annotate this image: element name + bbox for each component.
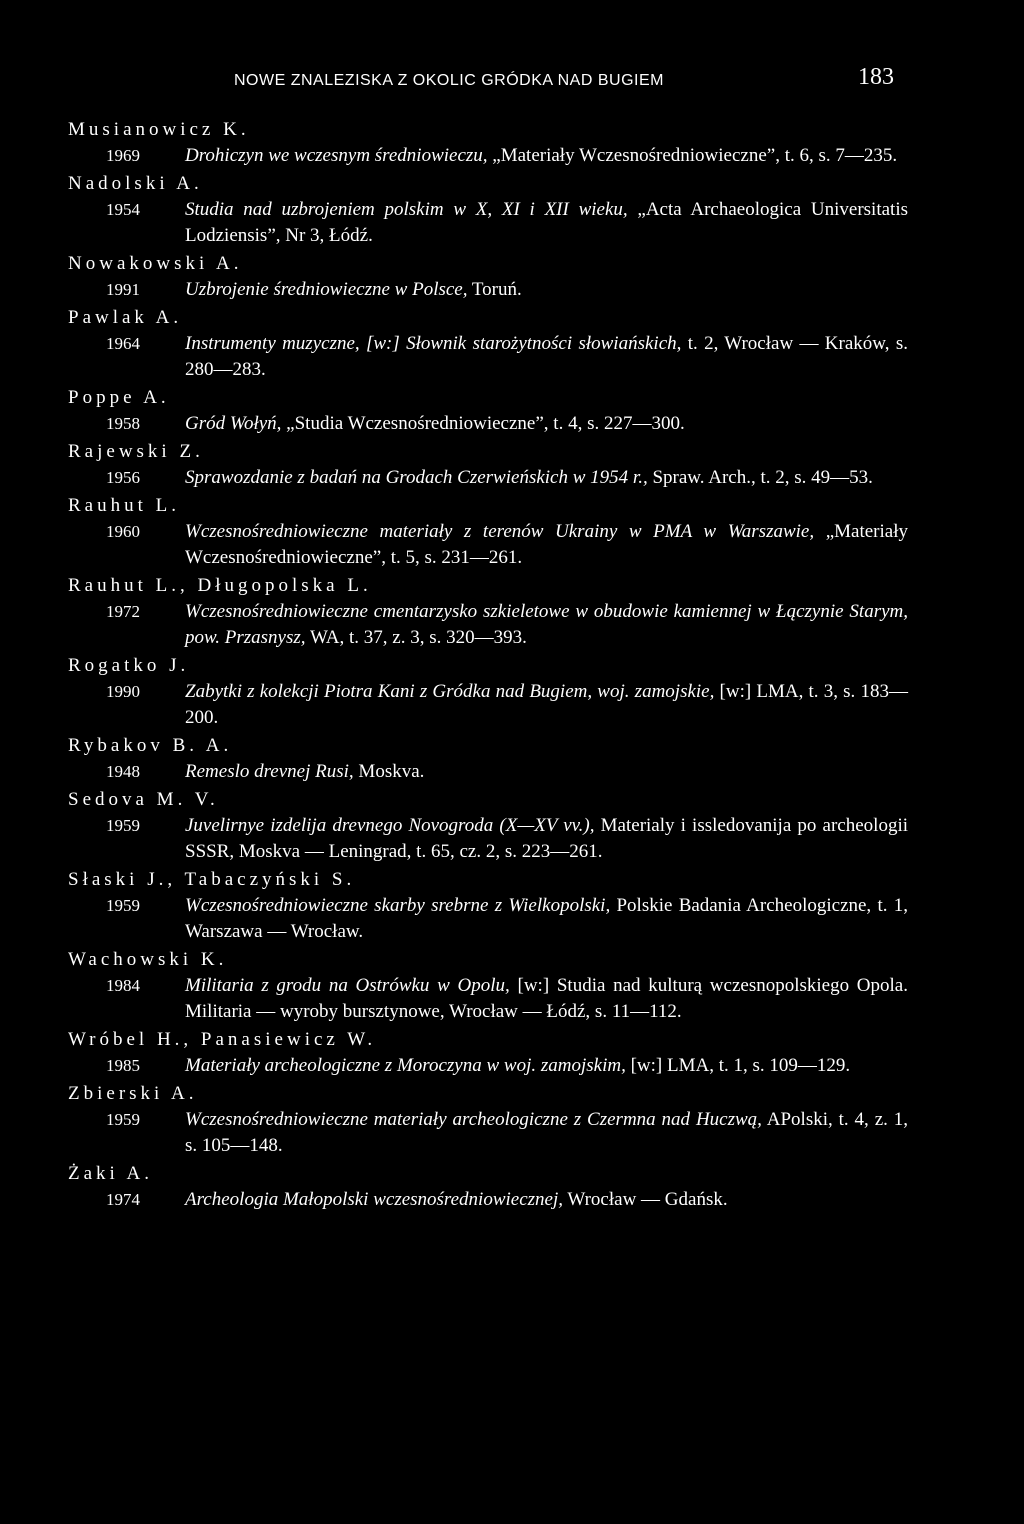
entry-reference: [185, 197, 908, 249]
entry-title: Wczesnośredniowieczne materiały archeologiczne z Czermna nad Huczwą,: [185, 1109, 762, 1130]
bibliography-entry: [68, 305, 908, 383]
entry-reference: [185, 973, 908, 1025]
bibliography-entry: [68, 171, 908, 249]
entry-year: 1956: [106, 468, 140, 487]
entry-year: 1985: [106, 1056, 140, 1075]
entry-author: Nowakowski A.: [68, 253, 243, 274]
entry-year: 1972: [106, 602, 140, 621]
page-number: 183: [858, 64, 894, 90]
entry-title: Zabytki z kolekcji Piotra Kani z Gródka nad Bugiem, woj. zamojskie,: [185, 681, 715, 702]
entry-title: Uzbrojenie średniowieczne w Polsce,: [185, 279, 468, 300]
entry-year: 1958: [106, 414, 140, 433]
bibliography-entry: [68, 733, 908, 785]
entry-details: Spraw. Arch., t. 2, s. 49—53.: [647, 467, 873, 488]
bibliography-entry: [68, 947, 908, 1025]
entry-title: Materiały archeologiczne z Moroczyna w woj. zamojskim,: [185, 1055, 626, 1076]
entry-author: Sedova M. V.: [68, 789, 219, 810]
entry-reference: [185, 143, 908, 169]
entry-details: Wrocław — Gdańsk.: [563, 1189, 728, 1210]
entry-title: Archeologia Małopolski wczesnośredniowiecznej,: [185, 1189, 564, 1210]
entry-details: t. 2, Wrocław — Kraków, s. 280—283.: [185, 333, 908, 380]
bibliography-entry: [68, 867, 908, 945]
entry-title: Remeslo drevnej Rusi,: [185, 761, 354, 782]
entry-author: Zbierski A.: [68, 1083, 198, 1104]
entry-reference: [185, 331, 908, 383]
entry-title: Gród Wołyń,: [185, 413, 282, 434]
bibliography-entry: [68, 787, 908, 865]
bibliography-entry: [68, 439, 908, 491]
entry-year: 1948: [106, 762, 140, 781]
entry-year: 1959: [106, 1110, 140, 1129]
entry-author: Musianowicz K.: [68, 119, 250, 140]
entry-details: [w:] Studia nad kulturą wczesnopolskiego Opola. Militaria — wyroby bursztynowe, Wrocław — Łódź, s. 11—112.: [185, 975, 908, 1022]
entry-year: 1954: [106, 200, 140, 219]
entry-title: Juvelirnye izdelija drevnego Novogroda (X—XV vv.),: [185, 815, 595, 836]
entry-author: Słaski J., Tabaczyński S.: [68, 869, 356, 890]
entry-year: 1990: [106, 682, 140, 701]
entry-details: „Materiały Wczesnośredniowieczne”, t. 5, s. 231—261.: [185, 521, 908, 568]
entry-year: 1960: [106, 522, 140, 541]
entry-details: [w:] LMA, t. 1, s. 109—129.: [625, 1055, 851, 1076]
entry-author: Wachowski K.: [68, 949, 228, 970]
bibliography-entry: [68, 1081, 908, 1159]
entry-year: 1969: [106, 146, 140, 165]
bibliography-entry: [68, 251, 908, 303]
entry-year: 1959: [106, 816, 140, 835]
bibliography-entry: [68, 493, 908, 571]
entry-year: 1959: [106, 896, 140, 915]
entry-author: Pawlak A.: [68, 307, 183, 328]
entry-details: APolski, t. 4, z. 1, s. 105—148.: [185, 1109, 909, 1156]
entry-year: 1991: [106, 280, 140, 299]
entry-details: Toruń.: [467, 279, 522, 300]
entry-author: Nadolski A.: [68, 173, 203, 194]
entry-reference: [185, 1107, 908, 1159]
entry-year: 1984: [106, 976, 140, 995]
entry-year: 1974: [106, 1190, 140, 1209]
entry-details: [w:] LMA, t. 3, s. 183—200.: [185, 681, 908, 728]
entry-reference: [185, 893, 908, 945]
entry-details: Polskie Badania Archeologiczne, t. 1, Warszawa — Wrocław.: [185, 895, 908, 942]
entry-title: Drohiczyn we wczesnym średniowieczu,: [185, 145, 488, 166]
entry-author: Rajewski Z.: [68, 441, 204, 462]
entry-reference: [185, 813, 908, 865]
entry-year: 1964: [106, 334, 140, 353]
entry-title: Studia nad uzbrojeniem polskim w X, XI i XII wieku,: [185, 199, 628, 220]
bibliography-entry: [68, 653, 908, 731]
entry-reference: [185, 679, 908, 731]
entry-author: Żaki A.: [68, 1163, 153, 1184]
entry-reference: [185, 599, 908, 651]
entry-details: Materialy i issledovanija po archeologii SSSR, Moskva — Leningrad, t. 65, cz. 2, s. 223—261.: [185, 815, 908, 862]
entry-details: „Materiały Wczesnośredniowieczne”, t. 6, s. 7—235.: [487, 145, 898, 166]
entry-author: Rauhut L., Długopolska L.: [68, 575, 372, 596]
entry-author: Wróbel H., Panasiewicz W.: [68, 1029, 377, 1050]
bibliography-list: [68, 117, 908, 1215]
entry-details: „Studia Wczesnośredniowieczne”, t. 4, s. 227—300.: [281, 413, 685, 434]
entry-reference: [185, 1053, 908, 1079]
entry-details: WA, t. 37, z. 3, s. 320—393.: [305, 627, 527, 648]
entry-reference: [185, 519, 908, 571]
running-title: NOWE ZNALEZISKA Z OKOLIC GRÓDKA NAD BUGIEM: [234, 72, 664, 89]
entry-reference: [185, 1187, 908, 1213]
entry-author: Rauhut L.: [68, 495, 180, 516]
entry-title: Instrumenty muzyczne, [w:] Słownik starożytności słowiańskich,: [185, 333, 682, 354]
entry-details: „Acta Archaeologica Universitatis Lodziensis”, Nr 3, Łódź.: [185, 199, 908, 246]
bibliography-entry: [68, 117, 908, 169]
bibliography-entry: [68, 1027, 908, 1079]
entry-author: Poppe A.: [68, 387, 170, 408]
entry-title: Wczesnośredniowieczne materiały z terenów Ukrainy w PMA w Warszawie,: [185, 521, 815, 542]
entry-title: Wczesnośredniowieczne cmentarzysko szkieletowe w obudowie kamiennej w Łączynie Starym, pow. Przasnysz,: [185, 601, 908, 648]
page-header: [0, 64, 1024, 100]
entry-reference: [185, 277, 908, 303]
bibliography-entry: [68, 385, 908, 437]
bibliography-entry: [68, 573, 908, 651]
entry-reference: [185, 759, 908, 785]
entry-author: Rogatko J.: [68, 655, 190, 676]
entry-reference: [185, 411, 908, 437]
entry-title: Sprawozdanie z badań na Grodach Czerwieńskich w 1954 r.,: [185, 467, 648, 488]
entry-details: Moskva.: [353, 761, 425, 782]
entry-author: Rybakov B. A.: [68, 735, 233, 756]
entry-title: Militaria z grodu na Ostrówku w Opolu,: [185, 975, 510, 996]
bibliography-entry: [68, 1161, 908, 1213]
entry-title: Wczesnośredniowieczne skarby srebrne z Wielkopolski,: [185, 895, 611, 916]
entry-reference: [185, 465, 908, 491]
